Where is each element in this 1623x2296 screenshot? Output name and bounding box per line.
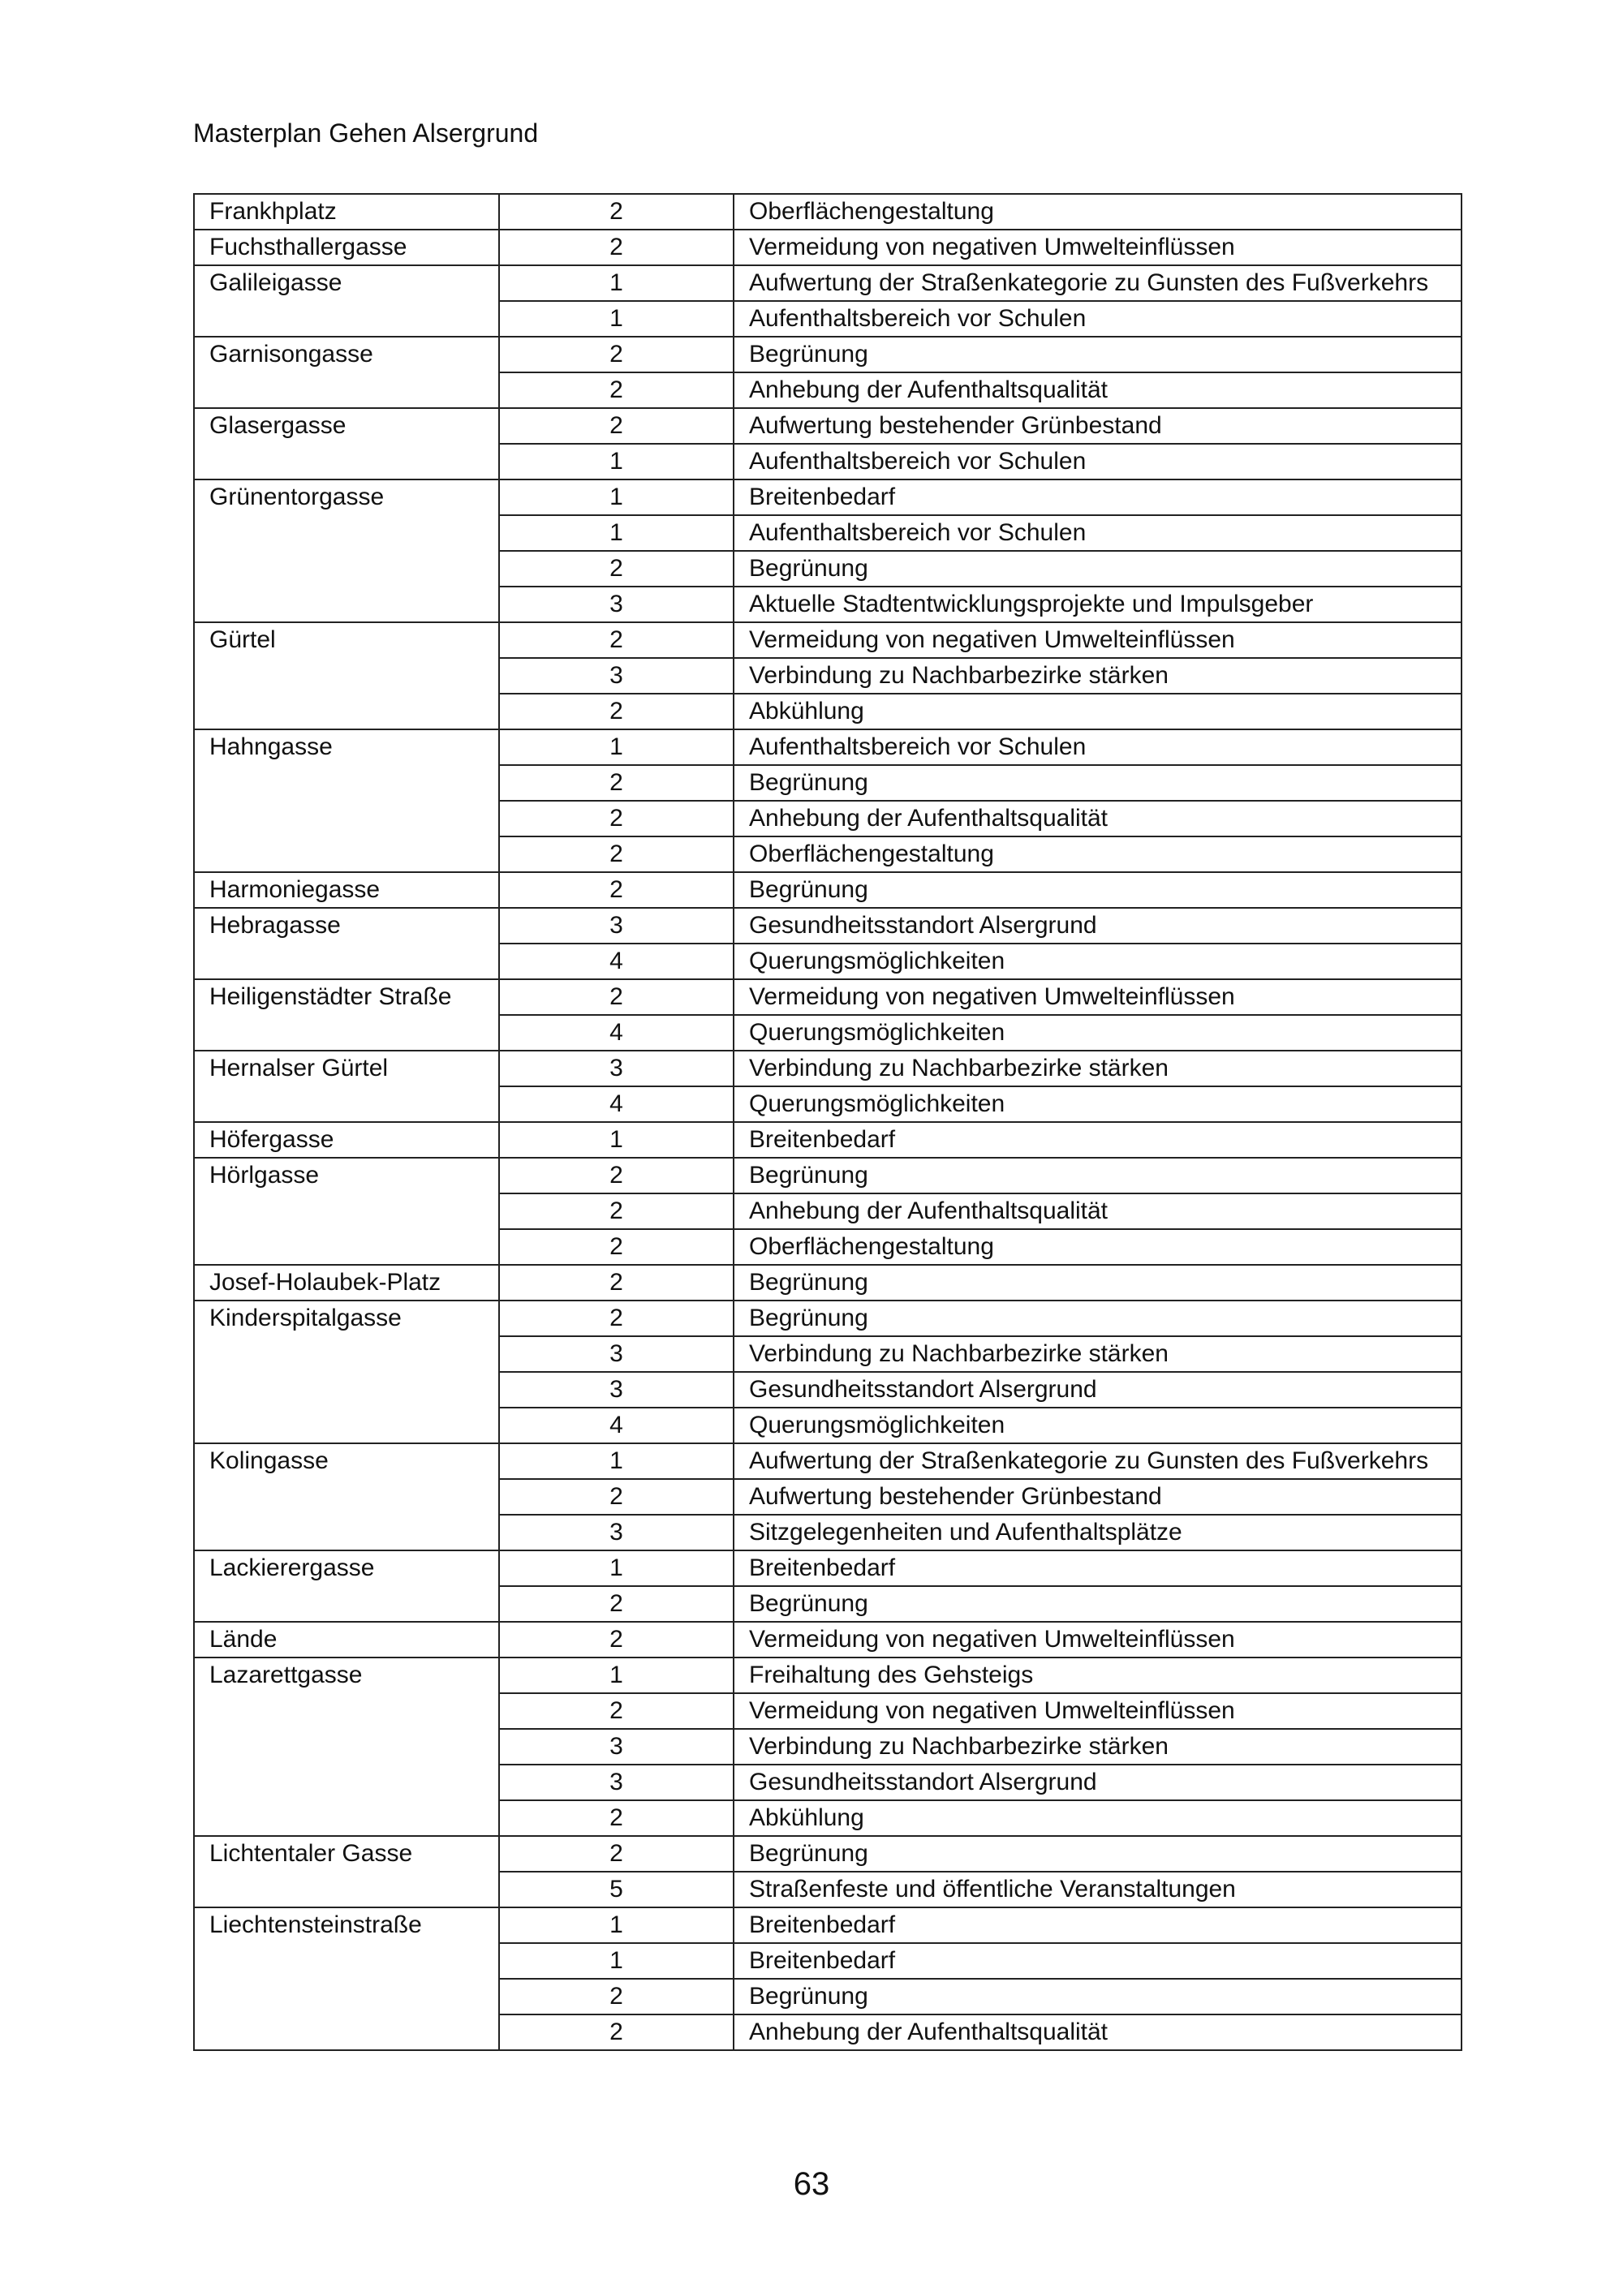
priority-cell: 1 — [499, 479, 734, 515]
priority-cell: 2 — [499, 1836, 734, 1872]
street-name-cell: Gürtel — [194, 622, 499, 729]
priority-cell: 2 — [499, 2014, 734, 2050]
priority-cell: 1 — [499, 265, 734, 301]
table-row — [194, 408, 1462, 444]
priority-cell: 2 — [499, 694, 734, 729]
priority-cell: 2 — [499, 1800, 734, 1836]
measure-cell: Verbindung zu Nachbarbezirke stärken — [734, 1336, 1462, 1372]
priority-cell: 3 — [499, 1051, 734, 1086]
measure-cell: Abkühlung — [734, 1800, 1462, 1836]
priority-cell: 3 — [499, 1765, 734, 1800]
street-name-cell: Fuchsthallergasse — [194, 230, 499, 265]
street-name-cell: Heiligenstädter Straße — [194, 979, 499, 1051]
priority-cell: 1 — [499, 1907, 734, 1943]
measure-cell: Begrünung — [734, 1301, 1462, 1336]
street-name-cell: Lichtentaler Gasse — [194, 1836, 499, 1907]
priority-cell: 3 — [499, 587, 734, 622]
measure-cell: Freihaltung des Gehsteigs — [734, 1658, 1462, 1693]
priority-cell: 3 — [499, 1515, 734, 1550]
measure-cell: Querungsmöglichkeiten — [734, 1408, 1462, 1443]
table-row — [194, 1907, 1462, 1943]
priority-cell: 2 — [499, 1158, 734, 1193]
measure-cell: Aufwertung bestehender Grünbestand — [734, 408, 1462, 444]
street-name-cell: Hernalser Gürtel — [194, 1051, 499, 1122]
table-row — [194, 729, 1462, 765]
measure-cell: Begrünung — [734, 1979, 1462, 2014]
measure-cell: Vermeidung von negativen Umwelteinflüssen — [734, 1622, 1462, 1658]
priority-cell: 3 — [499, 1729, 734, 1765]
street-name-cell: Josef-Holaubek-Platz — [194, 1265, 499, 1301]
table-row — [194, 908, 1462, 944]
priority-cell: 2 — [499, 1979, 734, 2014]
priority-cell: 4 — [499, 1086, 734, 1122]
measure-cell: Verbindung zu Nachbarbezirke stärken — [734, 1051, 1462, 1086]
table-row — [194, 979, 1462, 1015]
measure-cell: Breitenbedarf — [734, 1550, 1462, 1586]
measure-cell: Sitzgelegenheiten und Aufenthaltsplätze — [734, 1515, 1462, 1550]
measure-cell: Abkühlung — [734, 694, 1462, 729]
street-name-cell: Galileigasse — [194, 265, 499, 337]
measure-cell: Aufenthaltsbereich vor Schulen — [734, 515, 1462, 551]
table-row — [194, 1265, 1462, 1301]
priority-cell: 2 — [499, 622, 734, 658]
page-number: 63 — [793, 2166, 830, 2202]
measure-cell: Aufwertung der Straßenkategorie zu Gunsten des Fußverkehrs — [734, 1443, 1462, 1479]
priority-cell: 1 — [499, 301, 734, 337]
priority-cell: 3 — [499, 1336, 734, 1372]
measure-cell: Aufenthaltsbereich vor Schulen — [734, 301, 1462, 337]
table-row — [194, 1158, 1462, 1193]
table-body — [194, 194, 1462, 2050]
priority-cell: 2 — [499, 765, 734, 801]
table-row — [194, 265, 1462, 301]
street-name-cell: Harmoniegasse — [194, 872, 499, 908]
street-name-cell: Kinderspitalgasse — [194, 1301, 499, 1443]
measure-cell: Aufwertung bestehender Grünbestand — [734, 1479, 1462, 1515]
street-name-cell: Hebragasse — [194, 908, 499, 979]
street-name-cell: Lände — [194, 1622, 499, 1658]
table-row — [194, 194, 1462, 230]
priority-cell: 2 — [499, 1622, 734, 1658]
measure-cell: Anhebung der Aufenthaltsqualität — [734, 801, 1462, 836]
priority-cell: 2 — [499, 194, 734, 230]
priority-cell: 2 — [499, 1479, 734, 1515]
priority-cell: 1 — [499, 444, 734, 479]
priority-cell: 2 — [499, 1265, 734, 1301]
measure-cell: Verbindung zu Nachbarbezirke stärken — [734, 658, 1462, 694]
priority-cell: 5 — [499, 1872, 734, 1907]
table-row — [194, 1622, 1462, 1658]
measure-cell: Vermeidung von negativen Umwelteinflüssen — [734, 1693, 1462, 1729]
measure-cell: Begrünung — [734, 1836, 1462, 1872]
table-row — [194, 337, 1462, 372]
priority-cell: 2 — [499, 836, 734, 872]
priority-cell: 2 — [499, 337, 734, 372]
measure-cell: Oberflächengestaltung — [734, 1229, 1462, 1265]
measure-cell: Vermeidung von negativen Umwelteinflüssen — [734, 979, 1462, 1015]
measure-cell: Verbindung zu Nachbarbezirke stärken — [734, 1729, 1462, 1765]
priority-cell: 2 — [499, 1229, 734, 1265]
priority-cell: 4 — [499, 1015, 734, 1051]
measure-cell: Querungsmöglichkeiten — [734, 1015, 1462, 1051]
table-row — [194, 230, 1462, 265]
priority-cell: 2 — [499, 872, 734, 908]
measure-cell: Gesundheitsstandort Alsergrund — [734, 908, 1462, 944]
priority-cell: 1 — [499, 1943, 734, 1979]
measure-cell: Oberflächengestaltung — [734, 836, 1462, 872]
priority-cell: 1 — [499, 1658, 734, 1693]
measure-cell: Begrünung — [734, 1158, 1462, 1193]
priority-cell: 1 — [499, 515, 734, 551]
priority-cell: 2 — [499, 1193, 734, 1229]
priority-cell: 2 — [499, 230, 734, 265]
street-name-cell: Kolingasse — [194, 1443, 499, 1550]
table-row — [194, 622, 1462, 658]
street-name-cell: Liechtensteinstraße — [194, 1907, 499, 2050]
measure-cell: Anhebung der Aufenthaltsqualität — [734, 1193, 1462, 1229]
priority-cell: 2 — [499, 1301, 734, 1336]
priority-cell: 2 — [499, 1693, 734, 1729]
table-row — [194, 1122, 1462, 1158]
priority-cell: 2 — [499, 408, 734, 444]
priority-cell: 1 — [499, 1122, 734, 1158]
priority-cell: 2 — [499, 372, 734, 408]
measure-cell: Oberflächengestaltung — [734, 194, 1462, 230]
measure-cell: Vermeidung von negativen Umwelteinflüssen — [734, 622, 1462, 658]
priority-cell: 3 — [499, 908, 734, 944]
table-row — [194, 1550, 1462, 1586]
measure-cell: Straßenfeste und öffentliche Veranstaltungen — [734, 1872, 1462, 1907]
priority-cell: 2 — [499, 801, 734, 836]
street-name-cell: Lazarettgasse — [194, 1658, 499, 1836]
table-row — [194, 479, 1462, 515]
priority-cell: 3 — [499, 658, 734, 694]
priority-cell: 1 — [499, 1443, 734, 1479]
measure-cell: Begrünung — [734, 1265, 1462, 1301]
priority-cell: 2 — [499, 551, 734, 587]
priority-cell: 3 — [499, 1372, 734, 1408]
street-name-cell: Frankhplatz — [194, 194, 499, 230]
measure-cell: Vermeidung von negativen Umwelteinflüssen — [734, 230, 1462, 265]
table-row — [194, 1443, 1462, 1479]
measure-cell: Aufenthaltsbereich vor Schulen — [734, 444, 1462, 479]
street-name-cell: Hahngasse — [194, 729, 499, 872]
measure-cell: Querungsmöglichkeiten — [734, 944, 1462, 979]
priority-cell: 1 — [499, 1550, 734, 1586]
measure-cell: Begrünung — [734, 337, 1462, 372]
street-name-cell: Lackierergasse — [194, 1550, 499, 1622]
measure-cell: Begrünung — [734, 872, 1462, 908]
measure-cell: Breitenbedarf — [734, 1122, 1462, 1158]
measure-cell: Anhebung der Aufenthaltsqualität — [734, 372, 1462, 408]
table-row — [194, 872, 1462, 908]
measure-cell: Aufenthaltsbereich vor Schulen — [734, 729, 1462, 765]
measure-cell: Begrünung — [734, 765, 1462, 801]
measure-cell: Gesundheitsstandort Alsergrund — [734, 1765, 1462, 1800]
table-row — [194, 1658, 1462, 1693]
priority-cell: 2 — [499, 979, 734, 1015]
measure-cell: Aufwertung der Straßenkategorie zu Gunsten des Fußverkehrs — [734, 265, 1462, 301]
measure-cell: Gesundheitsstandort Alsergrund — [734, 1372, 1462, 1408]
measure-cell: Begrünung — [734, 1586, 1462, 1622]
street-name-cell: Glasergasse — [194, 408, 499, 479]
priority-cell: 4 — [499, 1408, 734, 1443]
priority-cell: 4 — [499, 944, 734, 979]
priority-cell: 2 — [499, 1586, 734, 1622]
table-row — [194, 1836, 1462, 1872]
street-name-cell: Hörlgasse — [194, 1158, 499, 1265]
priority-cell: 1 — [499, 729, 734, 765]
street-name-cell: Garnisongasse — [194, 337, 499, 408]
street-name-cell: Höfergasse — [194, 1122, 499, 1158]
measure-cell: Aktuelle Stadtentwicklungsprojekte und Impulsgeber — [734, 587, 1462, 622]
running-header: Masterplan Gehen Alsergrund — [193, 118, 539, 148]
measure-cell: Begrünung — [734, 551, 1462, 587]
measure-cell: Breitenbedarf — [734, 479, 1462, 515]
measures-table — [193, 193, 1462, 2051]
street-name-cell: Grünentorgasse — [194, 479, 499, 622]
measure-cell: Anhebung der Aufenthaltsqualität — [734, 2014, 1462, 2050]
measure-cell: Breitenbedarf — [734, 1943, 1462, 1979]
table-row — [194, 1301, 1462, 1336]
measure-cell: Breitenbedarf — [734, 1907, 1462, 1943]
table-row — [194, 1051, 1462, 1086]
measure-cell: Querungsmöglichkeiten — [734, 1086, 1462, 1122]
